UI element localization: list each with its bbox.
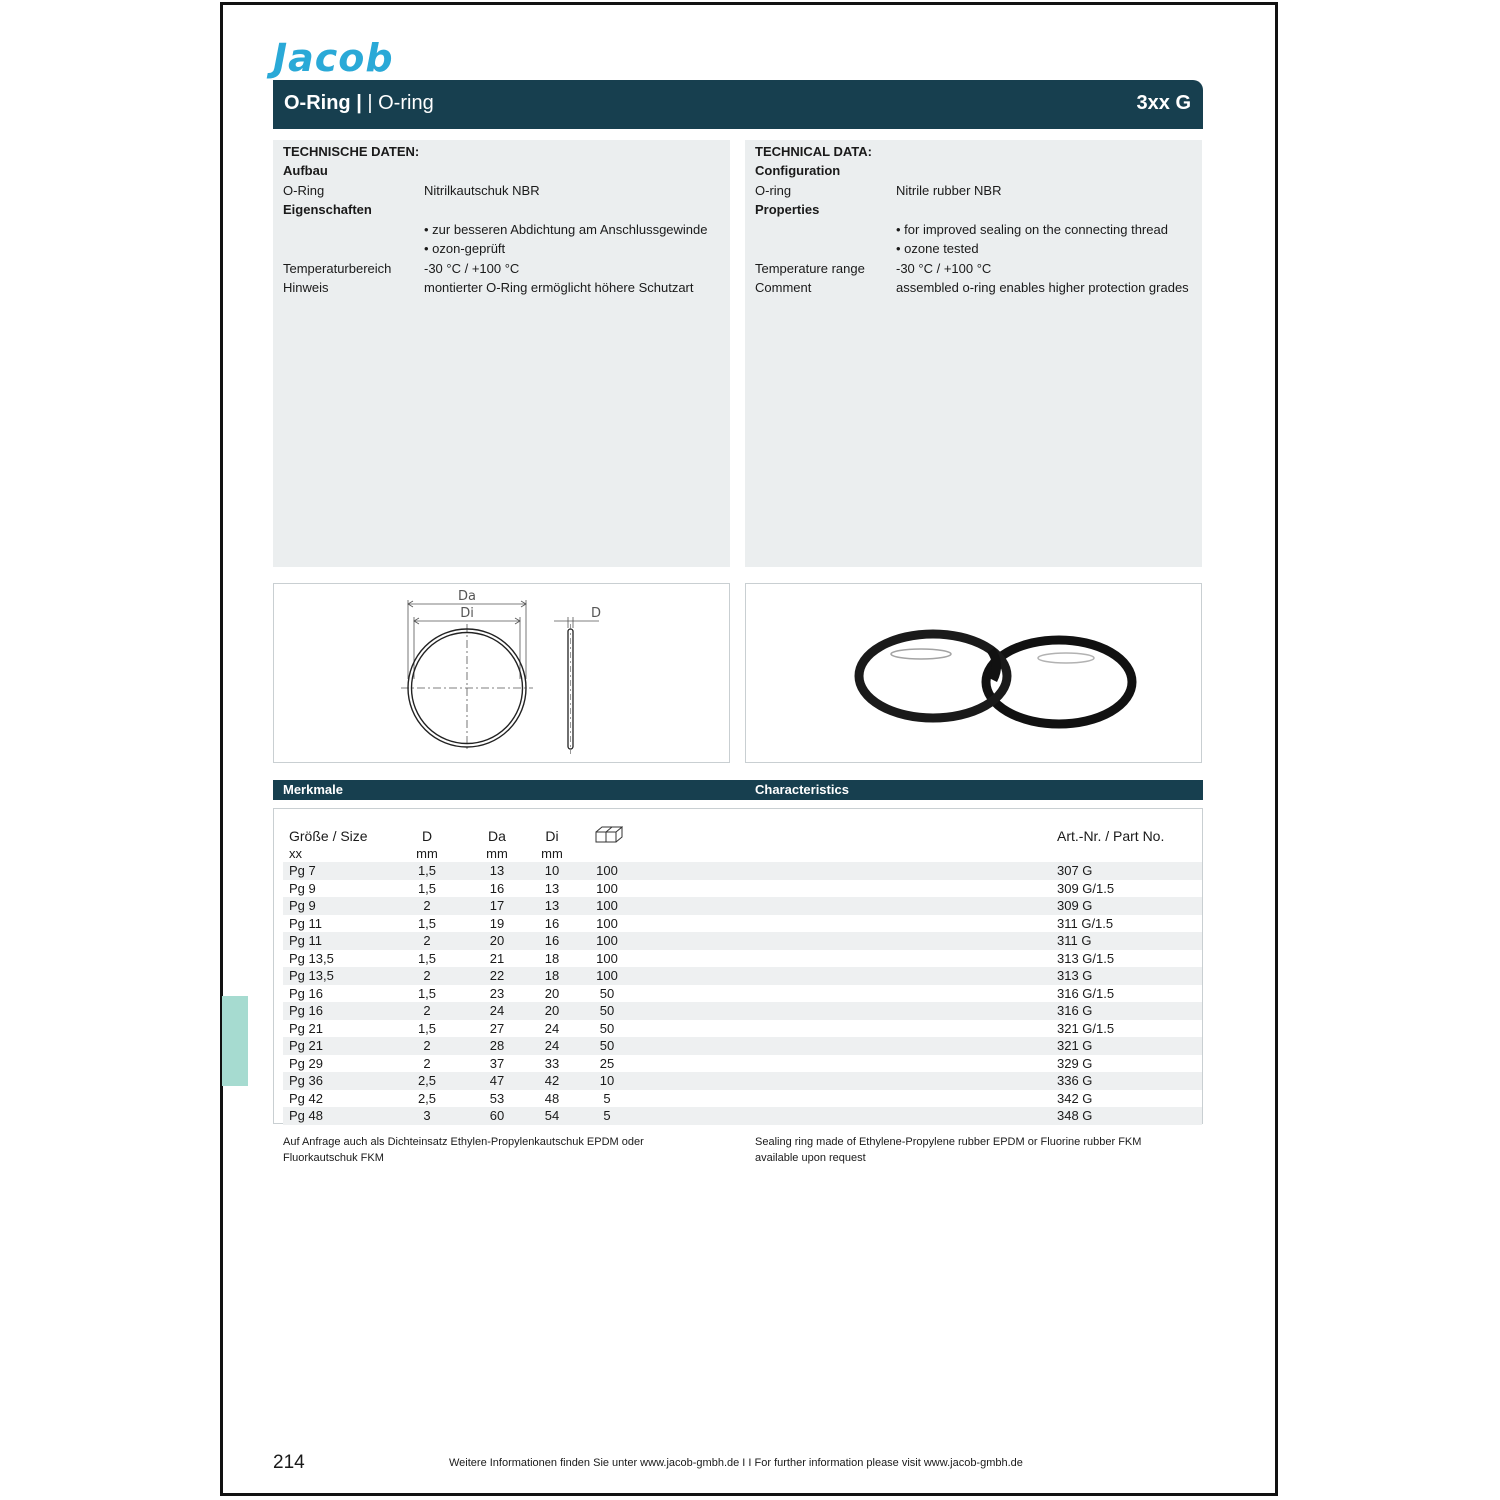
heading-de: TECHNISCHE DATEN: bbox=[283, 144, 420, 159]
table-row bbox=[283, 880, 1202, 898]
cell-d: 1,5 bbox=[417, 880, 437, 896]
cell-d: 2,5 bbox=[417, 1073, 437, 1088]
table-row bbox=[283, 950, 1202, 968]
note-en: Sealing ring made of Ethylene-Propylene rubber EPDM or Fluorine rubber FKM available upon request bbox=[755, 1136, 1142, 1164]
cell-qty: 5 bbox=[603, 1090, 611, 1106]
cell-size: Pg 13,5 bbox=[289, 968, 334, 983]
cell-d: 2 bbox=[423, 968, 431, 983]
cell-da: 53 bbox=[489, 1090, 505, 1106]
cell-partno: 313 G bbox=[1057, 968, 1093, 983]
cell-partno: 329 G bbox=[1057, 1055, 1093, 1071]
cell-da: 16 bbox=[489, 880, 505, 896]
aufbau-label: Aufbau bbox=[283, 163, 328, 178]
cell-partno: 309 G bbox=[1057, 898, 1093, 913]
oring-row-de: O-Ring Nitrilkautschuk NBR bbox=[283, 183, 540, 198]
title-bar bbox=[273, 80, 1203, 129]
cell-di: 20 bbox=[544, 985, 560, 1001]
bullet-en-1: • for improved sealing on the connecting thread bbox=[896, 222, 1168, 237]
cell-d: 2,5 bbox=[417, 1090, 437, 1106]
col-header-size: Größe / Size bbox=[289, 828, 368, 844]
band-label-de: Merkmale bbox=[283, 782, 343, 797]
col-header-d: D bbox=[421, 828, 433, 844]
cell-da: 20 bbox=[489, 933, 505, 948]
bullet-en-2: • ozone tested bbox=[896, 241, 979, 256]
comment-row-en: Comment assembled o-ring enables higher protection grades bbox=[755, 280, 1189, 295]
product-code: 3xx G bbox=[1136, 92, 1191, 114]
cell-d: 1,5 bbox=[417, 985, 437, 1001]
oring-drawing-svg bbox=[274, 584, 729, 762]
cell-size: Pg 9 bbox=[289, 898, 316, 913]
cell-da: 21 bbox=[489, 950, 505, 966]
cell-di: 10 bbox=[544, 863, 560, 878]
package-quantity-icon bbox=[595, 826, 623, 844]
cell-di: 16 bbox=[544, 915, 560, 931]
cell-di: 16 bbox=[544, 933, 560, 948]
cell-da: 28 bbox=[489, 1038, 505, 1053]
heading-en: TECHNICAL DATA: bbox=[755, 144, 872, 159]
page-title bbox=[284, 92, 434, 115]
cell-partno: 311 G bbox=[1057, 933, 1092, 948]
cell-d: 1,5 bbox=[417, 863, 437, 878]
col-header-da: Da bbox=[488, 828, 506, 844]
bullet-de-2: • ozon-geprüft bbox=[424, 241, 506, 256]
band-label-en: Characteristics bbox=[755, 782, 849, 797]
cell-size: Pg 16 bbox=[289, 1003, 323, 1018]
cell-d: 1,5 bbox=[417, 915, 437, 931]
table-row bbox=[283, 1020, 1202, 1038]
cell-d: 1,5 bbox=[417, 1020, 437, 1036]
cell-d: 3 bbox=[423, 1108, 431, 1123]
cell-partno: 313 G/1.5 bbox=[1057, 950, 1115, 966]
cell-da: 60 bbox=[489, 1108, 505, 1123]
cell-qty: 100 bbox=[596, 880, 618, 896]
cell-partno: 311 G/1.5 bbox=[1057, 915, 1114, 931]
cell-da: 23 bbox=[489, 985, 505, 1001]
page-number: 214 bbox=[273, 1452, 305, 1473]
table-row bbox=[283, 915, 1202, 933]
cell-size: Pg 16 bbox=[289, 985, 323, 1001]
title-separator: | bbox=[350, 92, 368, 114]
table-row bbox=[283, 1055, 1202, 1073]
d-label: D bbox=[590, 606, 602, 621]
cell-qty: 5 bbox=[603, 1108, 611, 1123]
cell-di: 54 bbox=[544, 1108, 560, 1123]
cell-qty: 25 bbox=[599, 1055, 615, 1071]
table-row bbox=[283, 862, 1202, 880]
cell-size: Pg 7 bbox=[289, 863, 316, 878]
title-en: | O-ring bbox=[367, 92, 434, 114]
cell-size: Pg 48 bbox=[289, 1108, 323, 1123]
di-label: Di bbox=[460, 606, 474, 621]
cell-da: 37 bbox=[489, 1055, 505, 1071]
cell-qty: 50 bbox=[599, 1020, 615, 1036]
cell-qty: 50 bbox=[599, 1038, 615, 1053]
cell-da: 27 bbox=[489, 1020, 505, 1036]
cell-size: Pg 11 bbox=[289, 933, 323, 948]
cell-size: Pg 13,5 bbox=[289, 950, 334, 966]
product-photo bbox=[745, 583, 1202, 763]
cell-qty: 100 bbox=[596, 863, 618, 878]
cell-partno: 307 G bbox=[1057, 863, 1093, 878]
cell-d: 1,5 bbox=[417, 950, 437, 966]
unit-d: mm bbox=[416, 846, 438, 861]
characteristics-band bbox=[273, 780, 1203, 800]
tech-data-en bbox=[745, 140, 1202, 567]
cell-da: 24 bbox=[489, 1003, 505, 1018]
table-row bbox=[283, 897, 1202, 915]
cell-partno: 342 G bbox=[1057, 1090, 1093, 1106]
cell-di: 24 bbox=[544, 1038, 560, 1053]
hinweis-row-de: Hinweis montierter O-Ring ermöglicht höhere Schutzart bbox=[283, 280, 694, 295]
cell-di: 24 bbox=[544, 1020, 560, 1036]
cell-di: 33 bbox=[544, 1055, 560, 1071]
cell-da: 17 bbox=[489, 898, 505, 913]
cell-da: 47 bbox=[489, 1073, 505, 1088]
cell-size: Pg 29 bbox=[289, 1055, 323, 1071]
technical-drawing bbox=[273, 583, 730, 763]
table-row bbox=[283, 1037, 1202, 1055]
cell-qty: 100 bbox=[596, 933, 618, 948]
cell-partno: 321 G bbox=[1057, 1038, 1093, 1053]
cell-da: 22 bbox=[489, 968, 505, 983]
cell-size: Pg 36 bbox=[289, 1073, 323, 1088]
cell-di: 13 bbox=[544, 880, 560, 896]
cell-da: 13 bbox=[489, 863, 505, 878]
cell-di: 18 bbox=[544, 950, 560, 966]
cell-d: 2 bbox=[423, 1038, 431, 1053]
configuration-label: Configuration bbox=[755, 163, 841, 178]
cell-d: 2 bbox=[423, 1003, 431, 1018]
footer-info: Weitere Informationen finden Sie unter www.jacob-gmbh.de I I For further information please visit www.jacob-gmbh.de bbox=[449, 1457, 1023, 1469]
cell-qty: 100 bbox=[596, 968, 618, 983]
cell-di: 48 bbox=[544, 1090, 560, 1106]
cell-di: 20 bbox=[544, 1003, 560, 1018]
cell-d: 2 bbox=[423, 898, 431, 913]
note-de: Auf Anfrage auch als Dichteinsatz Ethylen-Propylenkautschuk EPDM oder Fluorkautschuk FKM bbox=[283, 1136, 644, 1164]
table-row bbox=[283, 1107, 1202, 1125]
jacob-logo: Jacob bbox=[273, 36, 394, 80]
cell-size: Pg 9 bbox=[289, 880, 316, 896]
temp-row-de: Temperaturbereich -30 °C / +100 °C bbox=[283, 261, 520, 276]
cell-qty: 100 bbox=[596, 950, 618, 966]
da-label: Da bbox=[458, 589, 476, 604]
unit-da: mm bbox=[486, 846, 508, 861]
col-header-partno: Art.-Nr. / Part No. bbox=[1057, 828, 1165, 844]
title-de: O-Ring bbox=[284, 92, 351, 114]
bullet-de-1: • zur besseren Abdichtung am Anschlussgewinde bbox=[424, 222, 708, 237]
cell-di: 42 bbox=[544, 1073, 560, 1088]
cell-d: 2 bbox=[423, 933, 431, 948]
unit-size: xx bbox=[289, 846, 302, 861]
table-row bbox=[283, 967, 1202, 985]
table-row bbox=[283, 1002, 1202, 1020]
table-row bbox=[283, 1072, 1202, 1090]
cell-partno: 348 G bbox=[1057, 1108, 1093, 1123]
cell-qty: 100 bbox=[596, 915, 618, 931]
temp-row-en: Temperature range -30 °C / +100 °C bbox=[755, 261, 992, 276]
cell-size: Pg 11 bbox=[289, 915, 323, 931]
cell-partno: 321 G/1.5 bbox=[1057, 1020, 1115, 1036]
eigenschaften-label: Eigenschaften bbox=[283, 202, 372, 217]
cell-partno: 336 G bbox=[1057, 1073, 1093, 1088]
table-row bbox=[283, 1090, 1202, 1108]
cell-size: Pg 21 bbox=[289, 1020, 323, 1036]
cell-qty: 50 bbox=[599, 1003, 615, 1018]
section-tab bbox=[222, 996, 248, 1086]
cell-partno: 316 G/1.5 bbox=[1057, 985, 1115, 1001]
cell-qty: 100 bbox=[596, 898, 618, 913]
cell-di: 18 bbox=[544, 968, 560, 983]
cell-size: Pg 21 bbox=[289, 1038, 323, 1053]
cell-da: 19 bbox=[489, 915, 505, 931]
cell-di: 13 bbox=[544, 898, 560, 913]
cell-size: Pg 42 bbox=[289, 1090, 323, 1106]
table-row bbox=[283, 932, 1202, 950]
cell-d: 2 bbox=[423, 1055, 431, 1071]
oring-row-en: O-ring Nitrile rubber NBR bbox=[755, 183, 1002, 198]
col-header-di: Di bbox=[545, 828, 559, 844]
properties-label: Properties bbox=[755, 202, 820, 217]
orings-illustration bbox=[746, 584, 1201, 762]
cell-qty: 10 bbox=[599, 1073, 615, 1088]
cell-partno: 309 G/1.5 bbox=[1057, 880, 1115, 896]
tech-data-de bbox=[273, 140, 730, 567]
unit-di: mm bbox=[541, 846, 563, 861]
cell-qty: 50 bbox=[599, 985, 615, 1001]
table-row bbox=[283, 985, 1202, 1003]
cell-partno: 316 G bbox=[1057, 1003, 1093, 1018]
